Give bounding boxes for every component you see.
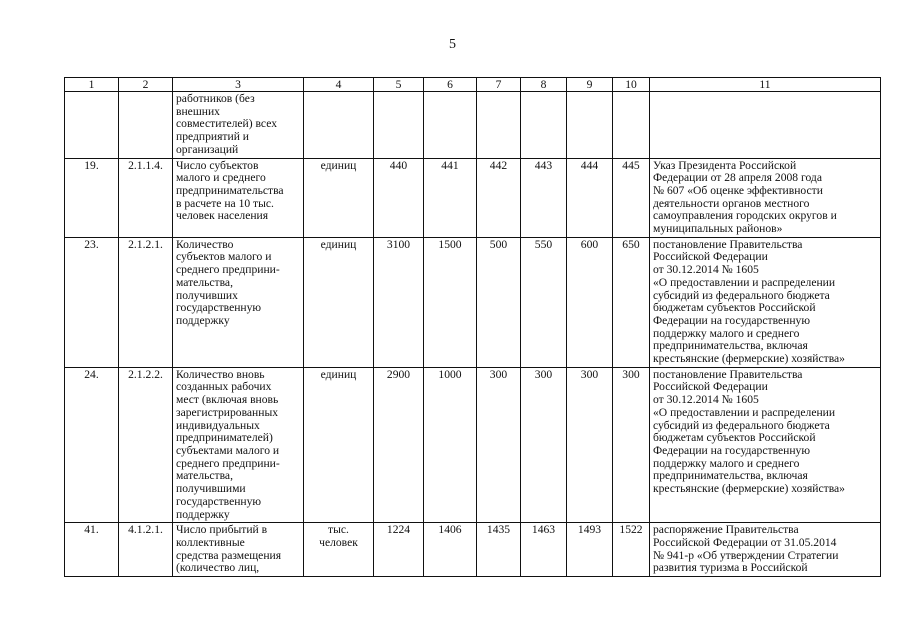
row-number-cell: 41. — [65, 523, 119, 577]
code-cell: 2.1.2.1. — [119, 237, 173, 367]
value-cell: 2900 — [374, 367, 424, 522]
value-cell: 442 — [477, 158, 521, 237]
unit-cell: тыс. человек — [304, 523, 374, 577]
value-cell: 3100 — [374, 237, 424, 367]
code-cell: 4.1.2.1. — [119, 523, 173, 577]
value-cell: 440 — [374, 158, 424, 237]
table-row — [65, 523, 881, 577]
row-number-cell: 24. — [65, 367, 119, 522]
table-row — [65, 237, 881, 367]
value-cell: 441 — [424, 158, 477, 237]
indicator-name-cell: Число прибытий в коллективные средства размещения (количество лиц, — [173, 523, 304, 577]
header-cell: 2 — [119, 78, 173, 92]
indicator-name-cell: Количество вновь созданных рабочих мест (включая вновь зарегистрированных индивидуальных предпринимателей) субъектами малого и среднего предприни- мательства, получившими государственную поддержку — [173, 367, 304, 522]
value-cell — [567, 92, 613, 159]
value-cell: 300 — [567, 367, 613, 522]
legal-source-cell: постановление Правительства Российской Федерации от 30.12.2014 № 1605 «О предоставлении и распределении субсидий из федерального бюджета бюджетам субъектов Российской Федерации на государственную поддержку малого и среднего предпринимательства, включая крестьянские (фермерские) хозяйства» — [650, 367, 881, 522]
value-cell: 1493 — [567, 523, 613, 577]
value-cell: 550 — [521, 237, 567, 367]
value-cell: 1406 — [424, 523, 477, 577]
value-cell: 443 — [521, 158, 567, 237]
value-cell: 1224 — [374, 523, 424, 577]
header-cell: 4 — [304, 78, 374, 92]
header-cell: 5 — [374, 78, 424, 92]
row-number-cell: 23. — [65, 237, 119, 367]
value-cell: 600 — [567, 237, 613, 367]
code-cell: 2.1.2.2. — [119, 367, 173, 522]
value-cell: 1500 — [424, 237, 477, 367]
unit-cell: единиц — [304, 367, 374, 522]
value-cell: 1522 — [613, 523, 650, 577]
legal-source-cell: распоряжение Правительства Российской Федерации от 31.05.2014 № 941-р «Об утверждении Стратегии развития туризма в Российской — [650, 523, 881, 577]
header-cell: 10 — [613, 78, 650, 92]
value-cell — [374, 92, 424, 159]
header-cell: 9 — [567, 78, 613, 92]
header-cell: 8 — [521, 78, 567, 92]
header-cell: 1 — [65, 78, 119, 92]
legal-source-cell: постановление Правительства Российской Федерации от 30.12.2014 № 1605 «О предоставлении и распределении субсидий из федерального бюджета бюджетам субъектов Российской Федерации на государственную поддержку малого и среднего предпринимательства, включая крестьянские (фермерские) хозяйства» — [650, 237, 881, 367]
value-cell: 500 — [477, 237, 521, 367]
indicators-table — [64, 77, 881, 577]
indicator-name-cell: Число субъектов малого и среднего предпринимательства в расчете на 10 тыс. человек населения — [173, 158, 304, 237]
value-cell: 444 — [567, 158, 613, 237]
header-cell: 3 — [173, 78, 304, 92]
header-cell: 6 — [424, 78, 477, 92]
row-number-cell: 19. — [65, 158, 119, 237]
value-cell: 1435 — [477, 523, 521, 577]
value-cell: 300 — [613, 367, 650, 522]
header-cell: 11 — [650, 78, 881, 92]
value-cell — [424, 92, 477, 159]
indicator-name-cell: Количество субъектов малого и среднего предприни- мательства, получивших государственную поддержку — [173, 237, 304, 367]
value-cell: 1463 — [521, 523, 567, 577]
unit-cell: единиц — [304, 158, 374, 237]
value-cell: 300 — [521, 367, 567, 522]
header-cell: 7 — [477, 78, 521, 92]
legal-source-cell — [650, 92, 881, 159]
code-cell: 2.1.1.4. — [119, 158, 173, 237]
row-number-cell — [65, 92, 119, 159]
unit-cell: единиц — [304, 237, 374, 367]
value-cell — [477, 92, 521, 159]
header-row — [65, 78, 881, 92]
legal-source-cell: Указ Президента Российской Федерации от 28 апреля 2008 года № 607 «Об оценке эффективности деятельности органов местного самоуправления городских округов и муниципальных районов» — [650, 158, 881, 237]
value-cell: 650 — [613, 237, 650, 367]
table-row — [65, 158, 881, 237]
table-row — [65, 92, 881, 159]
value-cell: 1000 — [424, 367, 477, 522]
unit-cell — [304, 92, 374, 159]
indicator-name-cell: работников (без внешних совместителей) всех предприятий и организаций — [173, 92, 304, 159]
page-number: 5 — [449, 37, 456, 52]
value-cell: 445 — [613, 158, 650, 237]
value-cell: 300 — [477, 367, 521, 522]
value-cell — [521, 92, 567, 159]
table-row — [65, 367, 881, 522]
code-cell — [119, 92, 173, 159]
value-cell — [613, 92, 650, 159]
